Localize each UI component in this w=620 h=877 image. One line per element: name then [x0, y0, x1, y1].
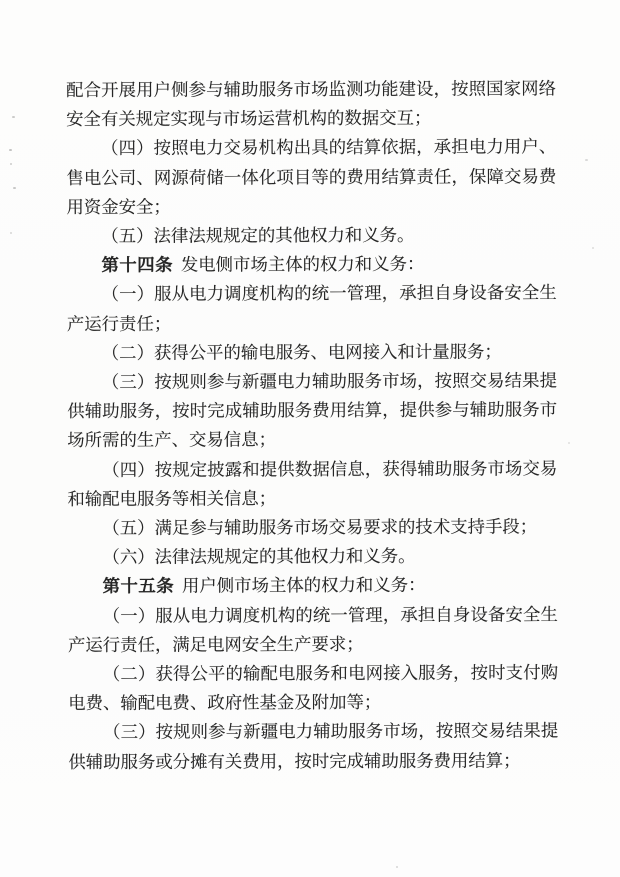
scan-speck: [592, 247, 594, 249]
article-15-item-2: （二）获得公平的输配电服务和电网接入服务，按时支付购电费、输配电费、政府性基金及附加等；: [68, 662, 559, 714]
article-14-item-4: （四）按规定披露和提供数据信息，获得辅助服务市场交易和输配电服务等相关信息；: [67, 457, 558, 509]
article-15-title: 用户侧市场主体的权力和义务：: [181, 575, 426, 597]
article-15-item-3: （三）按规则参与新疆电力辅助服务市场，按照交易结果提供辅助服务或分摊有关费用，按时完成辅助服务费用结算；: [68, 720, 559, 772]
article-15-number: 第十五条: [102, 576, 175, 597]
article-14-item-1: （一）服从电力调度机构的统一管理，承担自身设备安全生产运行责任；: [66, 282, 557, 334]
article-14-title: 发电侧市场主体的权力和义务：: [180, 253, 425, 275]
scan-speck: [568, 442, 570, 444]
article-14-number: 第十四条: [101, 254, 174, 276]
scan-speck: [10, 163, 12, 165]
scan-speck: [396, 866, 398, 868]
scan-speck: [12, 116, 15, 118]
scan-speck: [10, 232, 12, 234]
article-14-item-3: （三）按规则参与新疆电力辅助服务市场，按照交易结果提供辅助服务，按时完成辅助服务费用结算，提供参与辅助服务市场所需的生产、交易信息；: [67, 370, 558, 451]
scan-speck: [9, 149, 12, 151]
article-15-item-1: （一）服从电力调度机构的统一管理，承担自身设备安全生产运行责任，满足电网安全生产要求；: [67, 603, 558, 655]
article-14-item-5: （五）满足参与辅助服务市场交易要求的技术支持手段；: [102, 516, 538, 538]
document-text: [66, 74, 558, 777]
article-14-item-2: （二）获得公平的输电服务、电网接入和计量服务；: [101, 341, 502, 363]
article-14-heading: [67, 250, 557, 281]
article-15-heading: [68, 571, 558, 602]
scan-speck: [13, 187, 16, 189]
article-14-item-6: （六）法律法规规定的其他权力和义务。: [102, 546, 416, 568]
paragraph-item-5: （五）法律法规规定的其他权力和义务。: [101, 224, 415, 246]
paragraph-continuation: 配合开展用户侧参与辅助服务市场监测功能建设，按照国家网络安全有关规定实现与市场运营机构的数据交互；: [66, 78, 557, 130]
scan-speck: [585, 159, 588, 161]
paragraph-item-4: （四）按照电力交易机构出具的结算依据，承担电力用户、售电公司、网源荷储一体化项目等的费用结算责任，保障交易费用资金安全；: [66, 136, 557, 217]
